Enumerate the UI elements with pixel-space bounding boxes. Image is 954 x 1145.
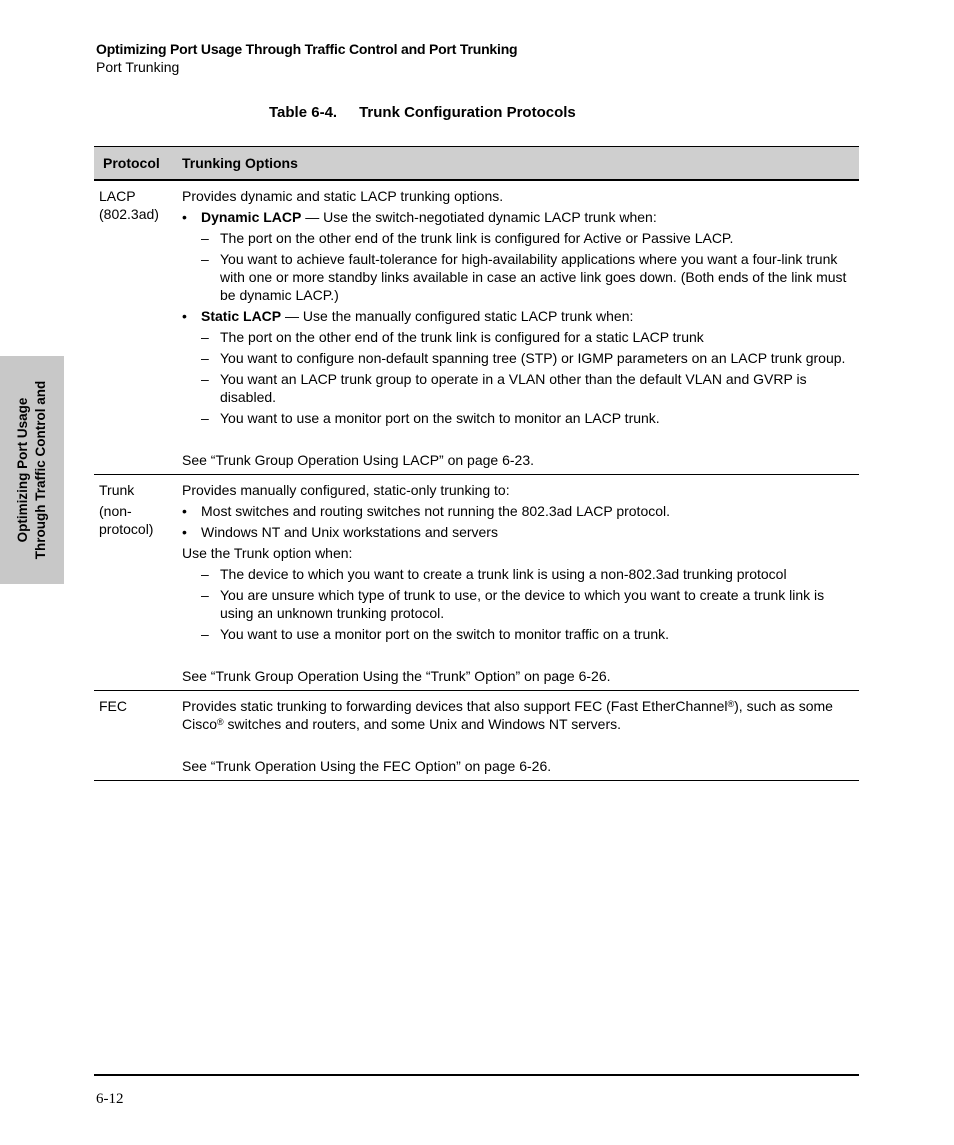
dash-mark: – [201,566,209,582]
dash-item-text: You are unsure which type of trunk to use, or the device to which you want to create a trunk link is using an unknown trunking protocol. [220,587,825,621]
dash-item-text: You want to configure non-default spanning tree (STP) or IGMP parameters on an LACP trunk group. [220,350,846,366]
footer-rule [94,1074,859,1076]
dash-mark: – [201,350,209,366]
dash-item [182,250,857,304]
bullet-static-lacp [182,307,857,325]
dash-item [182,370,857,406]
dynamic-lacp-text: — Use the switch-negotiated dynamic LACP trunk when: [301,209,657,225]
bullet-mark: • [182,524,187,540]
side-tab-line-2: Through Traffic Control and [33,380,48,560]
dynamic-lacp-label: Dynamic LACP [201,209,302,225]
chapter-side-tab [0,356,64,584]
dash-item [182,349,857,367]
dash-item-text: The device to which you want to create a trunk link is using a non-802.3ad trunking protocol [220,566,787,582]
table-caption [269,104,576,121]
bullet-item-text: Most switches and routing switches not running the 802.3ad LACP protocol. [201,503,671,519]
dash-mark: – [201,230,209,246]
registered-mark: ® [217,717,224,727]
bullet-item-text: Windows NT and Unix workstations and servers [201,524,498,540]
trunk-cross-reference: See “Trunk Group Operation Using the “Trunk” Option” on page 6-26. [182,668,611,684]
dash-mark: – [201,587,209,603]
table-row-lacp [94,181,859,475]
protocol-standard: (802.3ad) [99,206,159,222]
lacp-cross-reference: See “Trunk Group Operation Using LACP” on page 6-23. [182,452,535,468]
table-row-fec [94,691,859,781]
dash-mark: – [201,410,209,426]
bullet-mark: • [182,209,187,225]
options-cell [182,475,857,690]
bullet-item [182,502,857,520]
fec-text-part-3: switches and routers, and some Unix and Windows NT servers. [223,716,622,732]
dash-mark: – [201,251,209,267]
dash-item-text: You want an LACP trunk group to operate in a VLAN other than the default VLAN and GVRP is disabled. [220,371,807,405]
header-trunking-options: Trunking Options [182,155,298,171]
fec-text-part-1: Provides static trunking to forwarding devices that also support FEC (Fast EtherChannel [182,698,728,714]
protocol-name: LACP [99,188,136,204]
dash-item-text: The port on the other end of the trunk link is configured for Active or Passive LACP. [220,230,734,246]
dash-item [182,565,857,583]
fec-text-part-2: ), such as some Cisco [182,698,833,732]
dash-mark: – [201,371,209,387]
dash-item [182,409,857,427]
protocol-cell [99,697,177,715]
running-header-subtitle: Port Trunking [96,59,180,75]
table-row-trunk [94,475,859,691]
dash-item [182,586,857,622]
protocol-cell [99,187,177,223]
dash-item-text: You want to achieve fault-tolerance for high-availability applications where you want a four-link trunk with one or more standby links available in case an active link goes down. (Both ends of the link must be dynamic LACP.) [220,251,847,303]
table-header-row [94,146,859,181]
options-cell [182,181,857,474]
side-tab-line-1: Optimizing Port Usage [15,397,30,543]
protocol-name: Trunk [99,482,135,498]
registered-mark: ® [727,699,735,709]
bullet-item [182,523,857,541]
dash-item [182,625,857,643]
protocol-note-line-2: protocol) [99,521,154,537]
fec-description [182,697,857,733]
dash-item-text: You want to use a monitor port on the switch to monitor an LACP trunk. [220,410,660,426]
dash-mark: – [201,626,209,642]
protocol-cell [99,481,177,538]
dash-mark: – [201,329,209,345]
protocol-note-line-1: (non- [99,503,132,519]
options-cell [182,691,857,780]
dash-item [182,229,857,247]
fec-cross-reference: See “Trunk Operation Using the FEC Option” on page 6-26. [182,758,552,774]
bullet-dynamic-lacp [182,208,857,226]
page-number: 6-12 [96,1091,124,1107]
trunk-use-when: Use the Trunk option when: [182,545,353,561]
bullet-mark: • [182,503,187,519]
dash-item-text: The port on the other end of the trunk link is configured for a static LACP trunk [220,329,704,345]
bullet-mark: • [182,308,187,324]
table-caption-title: Trunk Configuration Protocols [359,104,576,121]
lacp-intro: Provides dynamic and static LACP trunking options. [182,188,504,204]
dash-item-text: You want to use a monitor port on the switch to monitor traffic on a trunk. [220,626,670,642]
protocol-name: FEC [99,698,127,714]
table-caption-number: Table 6-4. [269,104,338,121]
trunk-protocols-table [94,146,859,781]
trunk-intro: Provides manually configured, static-only trunking to: [182,482,510,498]
dash-item [182,328,857,346]
static-lacp-text: — Use the manually configured static LACP trunk when: [281,308,634,324]
static-lacp-label: Static LACP [201,308,282,324]
running-header-title: Optimizing Port Usage Through Traffic Control and Port Trunking [96,41,518,57]
header-protocol: Protocol [103,155,160,171]
side-tab-label [14,381,50,560]
